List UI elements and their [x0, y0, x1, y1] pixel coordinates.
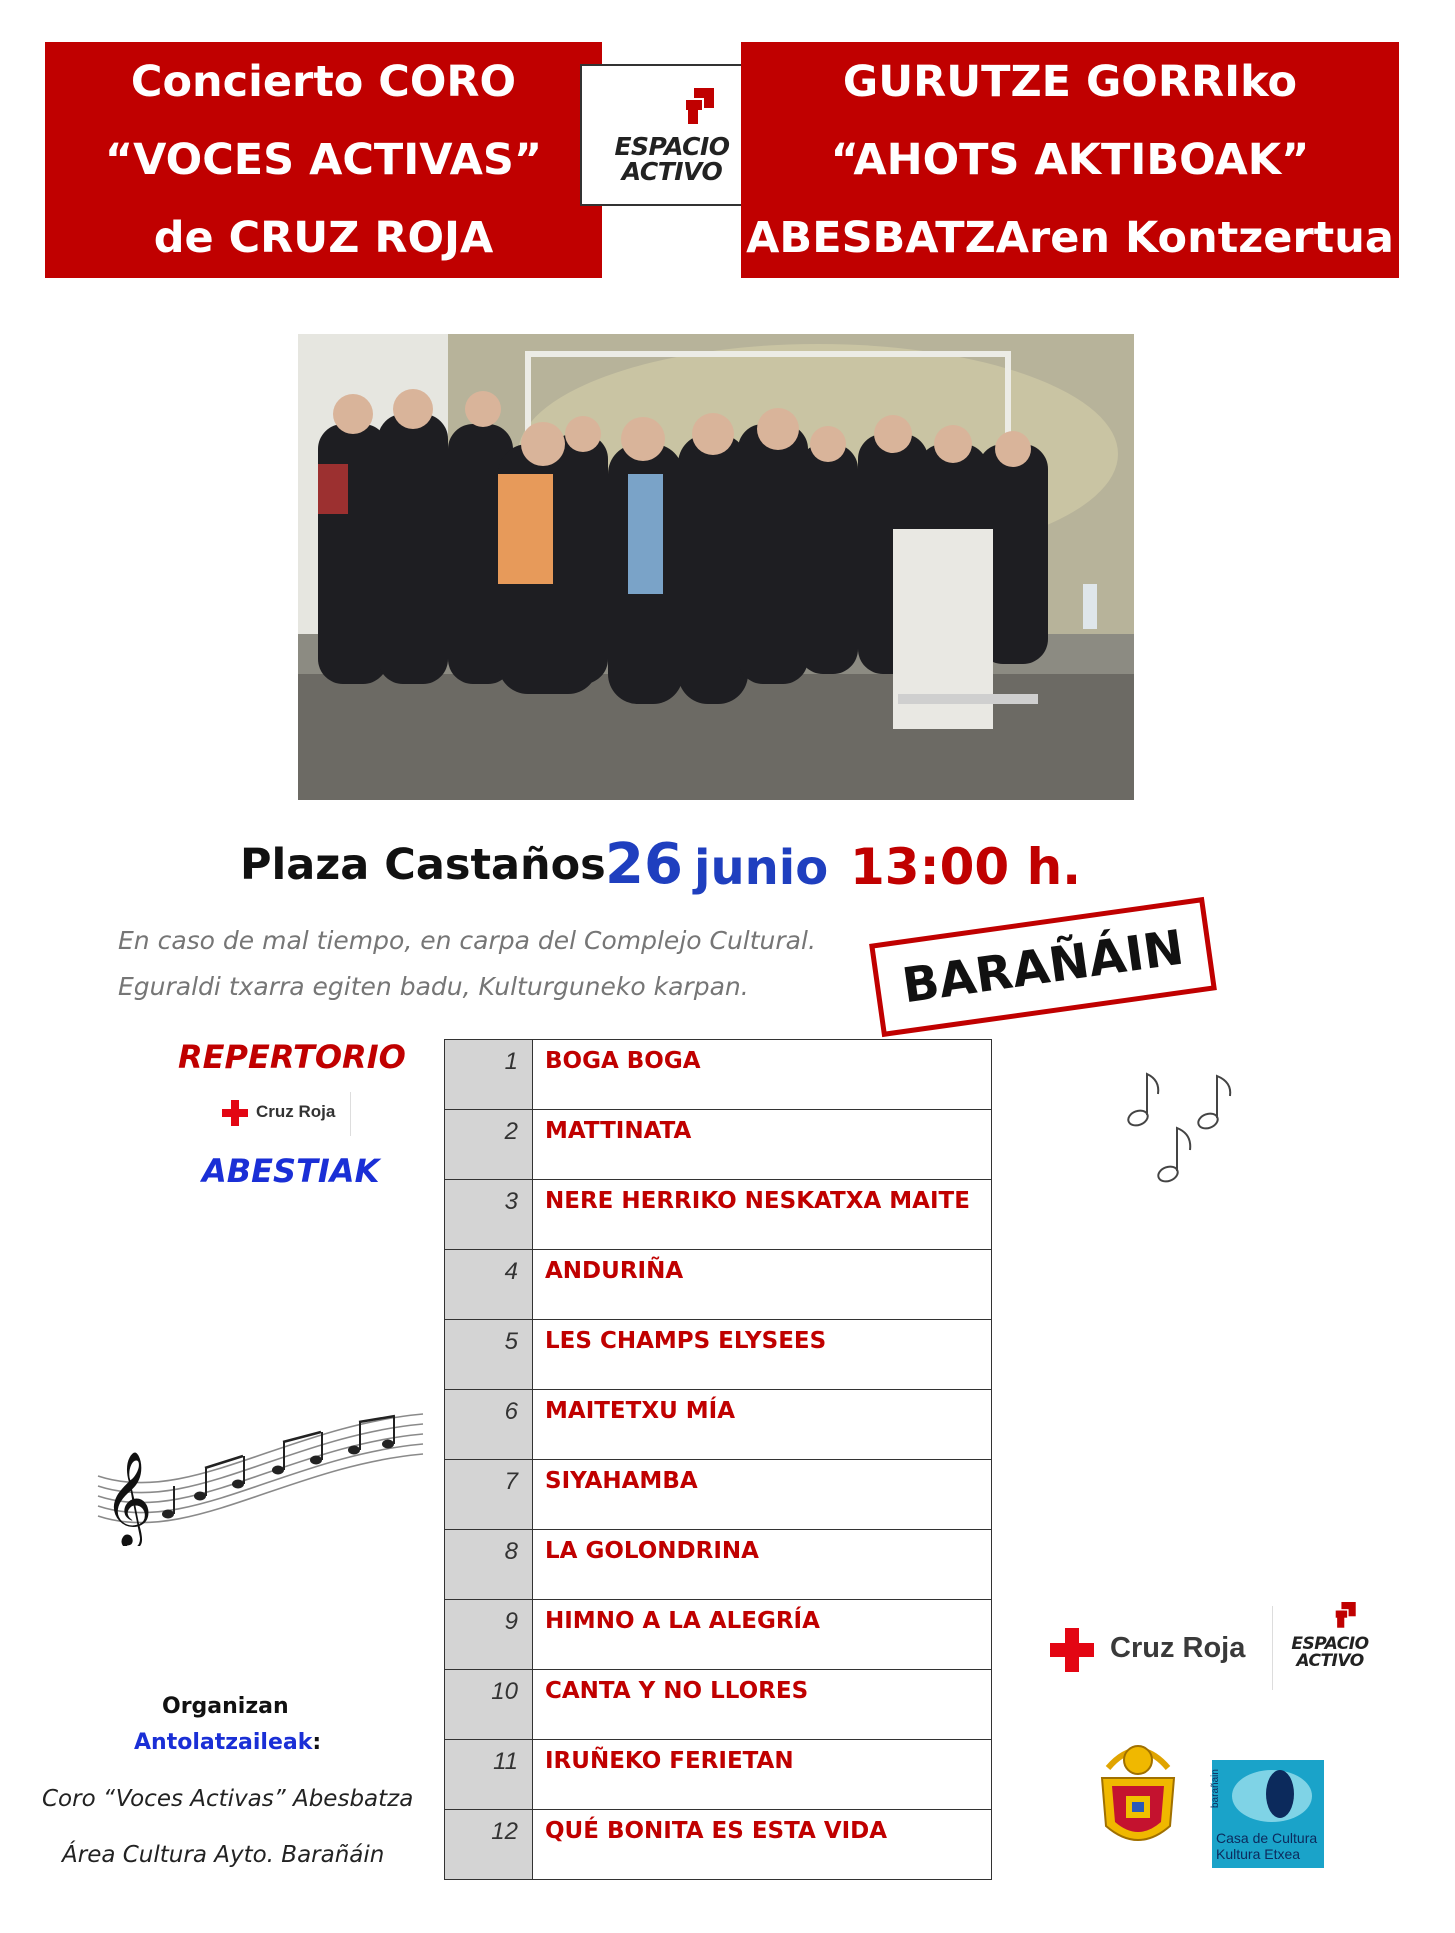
baranain-coat-of-arms-icon	[1088, 1738, 1188, 1858]
song-row	[445, 1810, 992, 1880]
logo-line: ESPACIO	[1291, 1634, 1369, 1654]
casa-cultura-side-text: barañain	[1210, 1769, 1221, 1808]
song-number: 11	[445, 1740, 533, 1810]
song-number: 8	[445, 1530, 533, 1600]
cruz-roja-small-text: Cruz Roja	[256, 1102, 336, 1121]
espacio-activo-text	[582, 134, 762, 184]
svg-text:𝄞: 𝄞	[104, 1451, 153, 1546]
logo-line: ACTIVO	[621, 157, 723, 186]
song-row	[445, 1040, 992, 1110]
song-number: 7	[445, 1460, 533, 1530]
espacio-activo-logo	[580, 64, 764, 206]
organizers-label: Organizan	[162, 1694, 289, 1719]
event-day: 26	[605, 832, 683, 897]
red-cross-icon	[1050, 1628, 1094, 1672]
header-line: Concierto CORO	[130, 57, 517, 107]
repertoire-title: REPERTORIO	[178, 1038, 406, 1076]
song-title: BOGA BOGA	[533, 1040, 992, 1110]
espacio-activo-footer-text	[1280, 1636, 1380, 1670]
header-line: ABESBATZAren Kontzertua	[746, 213, 1394, 263]
song-title: MATTINATA	[533, 1110, 992, 1180]
casa-cultura-logo	[1212, 1760, 1324, 1868]
weather-note-basque: Eguraldi txarra egiten badu, Kulturguneko karpan.	[118, 972, 749, 1001]
red-cross-icon	[222, 1100, 248, 1126]
organizer-culture-area: Área Cultura Ayto. Barañáin	[62, 1842, 385, 1868]
logo-line: Kultura Etxea	[1216, 1846, 1301, 1862]
header-spanish-banner	[45, 42, 602, 278]
espacio-activo-footer-logo	[1280, 1602, 1380, 1682]
song-number: 9	[445, 1600, 533, 1670]
song-title: NERE HERRIKO NESKATXA MAITE	[533, 1180, 992, 1250]
logo-line: ESPACIO	[614, 132, 730, 161]
logo-line: ACTIVO	[1296, 1651, 1364, 1671]
song-title: MAITETXU MÍA	[533, 1390, 992, 1460]
song-number: 3	[445, 1180, 533, 1250]
song-row	[445, 1390, 992, 1460]
music-staff-icon	[88, 1386, 428, 1546]
organizer-choir: Coro “Voces Activas” Abesbatza	[42, 1786, 414, 1812]
songs-title: ABESTIAK	[202, 1152, 380, 1190]
music-notes-icon	[1120, 1066, 1250, 1190]
organizers-colon: :	[312, 1730, 322, 1755]
song-row	[445, 1110, 992, 1180]
song-title: IRUÑEKO FERIETAN	[533, 1740, 992, 1810]
choir-photo	[298, 334, 1134, 800]
song-number: 4	[445, 1250, 533, 1320]
song-title: ANDURIÑA	[533, 1250, 992, 1320]
header-basque-banner	[741, 42, 1399, 278]
song-number: 2	[445, 1110, 533, 1180]
town-stamp	[869, 897, 1217, 1037]
song-row	[445, 1670, 992, 1740]
cruz-roja-small-logo	[222, 1092, 352, 1136]
song-row	[445, 1740, 992, 1810]
song-row	[445, 1460, 992, 1530]
song-title: CANTA Y NO LLORES	[533, 1670, 992, 1740]
header-line: “AHOTS AKTIBOAK”	[830, 135, 1310, 185]
cruz-roja-text: Cruz Roja	[1110, 1632, 1246, 1664]
song-title: LES CHAMPS ELYSEES	[533, 1320, 992, 1390]
song-row	[445, 1320, 992, 1390]
header-line: de CRUZ ROJA	[153, 213, 494, 263]
song-number: 12	[445, 1810, 533, 1880]
organizers-label-basque-text: Antolatzaileak	[134, 1730, 313, 1755]
organizers-label-basque	[134, 1730, 321, 1755]
espacio-activo-icon	[1330, 1602, 1360, 1632]
song-title: LA GOLONDRINA	[533, 1530, 992, 1600]
event-place: Plaza Castaños	[240, 840, 606, 890]
song-title: QUÉ BONITA ES ESTA VIDA	[533, 1810, 992, 1880]
header-line: “VOCES ACTIVAS”	[104, 135, 543, 185]
logo-line: Casa de Cultura	[1216, 1830, 1318, 1846]
espacio-activo-icon	[678, 88, 720, 130]
event-time: 13:00 h.	[850, 838, 1082, 896]
song-number: 6	[445, 1390, 533, 1460]
town-name: BARAÑÁIN	[898, 919, 1188, 1015]
event-line	[240, 832, 1140, 902]
casa-cultura-icon	[1222, 1764, 1316, 1830]
weather-note-spanish: En caso de mal tiempo, en carpa del Complejo Cultural.	[118, 926, 816, 955]
repertoire-table	[444, 1039, 992, 1880]
song-title: HIMNO A LA ALEGRÍA	[533, 1600, 992, 1670]
song-number: 10	[445, 1670, 533, 1740]
song-row	[445, 1180, 992, 1250]
song-title: SIYAHAMBA	[533, 1460, 992, 1530]
song-row	[445, 1530, 992, 1600]
song-number: 5	[445, 1320, 533, 1390]
event-month: junio	[694, 840, 829, 896]
casa-cultura-text	[1216, 1830, 1317, 1862]
song-row	[445, 1600, 992, 1670]
song-number: 1	[445, 1040, 533, 1110]
header-line: GURUTZE GORRIko	[842, 57, 1298, 107]
song-row	[445, 1250, 992, 1320]
